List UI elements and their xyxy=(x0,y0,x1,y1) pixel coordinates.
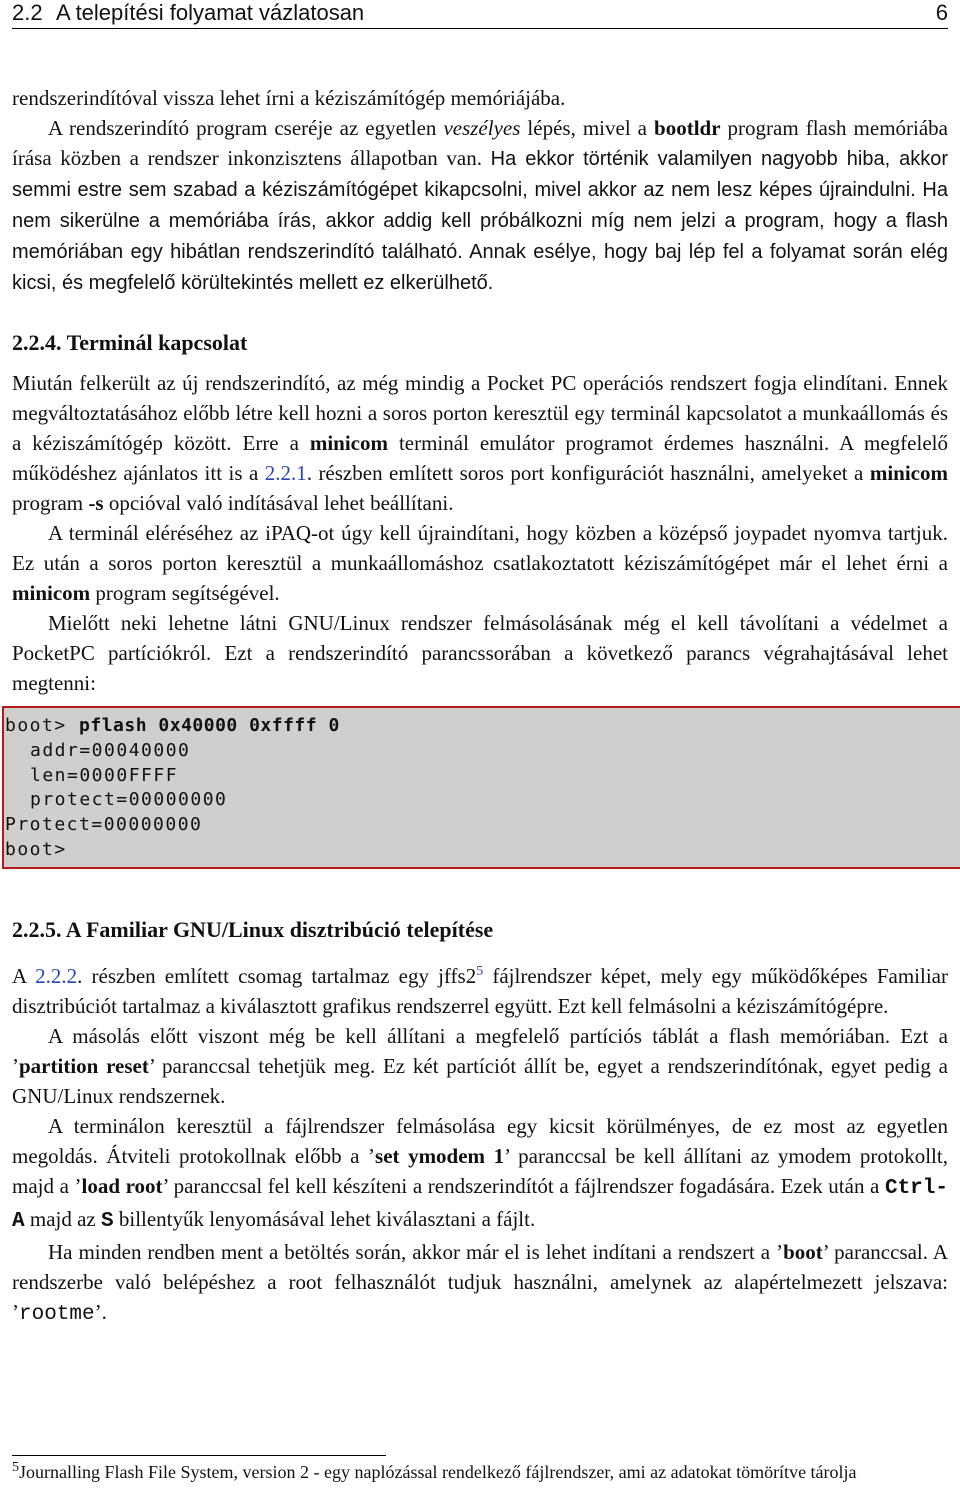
footnote-marker[interactable]: 5 xyxy=(476,963,484,979)
page-body xyxy=(5,83,948,1330)
code-line: boot> xyxy=(5,838,67,860)
password-literal: rootme xyxy=(19,1302,95,1326)
paragraph-boot: Ha minden rendben ment a betöltés során, akkor már el is lehet indítani a rendszert a ’boot’ paranccsal. A rendszerbe való belépéshez a root felhasználót tudjuk használni, amelynek az alapértelmezett jelszava: ’rootme’. xyxy=(12,1239,948,1326)
cross-reference-link[interactable]: 2.2.2 xyxy=(35,963,78,988)
header-rule xyxy=(12,28,948,29)
header-section-title: A telepítési folyamat vázlatosan xyxy=(56,0,365,25)
footnote-rule xyxy=(12,1455,386,1456)
cross-reference-link[interactable]: 2.2.1 xyxy=(264,461,307,485)
paragraph-terminal: Miután felkerült az új rendszerindító, az még mindig a Pocket PC operációs rendszert fogja elindítani. Ennek megváltoztatásához előbb létre kell hozni a soros porton keresztül egy terminál kapcsolatot a munkaállomás és a kéziszámítógép között. Erre a minicom terminál emulátor programot érdemes használni. A megfelelő működéshez ajánlatos itt is a 2.2.1. részben említett soros port konfigurációt használni, amelyeket a minicom program -s opcióval való indításával lehet beállítani. xyxy=(12,371,948,515)
paragraph-transfer: A terminálon keresztül a fájlrendszer felmásolása egy kicsit körülményes, de ez most az egyetlen megoldás. Átviteli protokollnak előbb a ’set ymodem 1’ paranccsal be kell állítani az ymodem protokollt, majd a ’load root’ paranccsal fel kell készíteni a rendszerindítót a fájlrendszer fogadására. Ezek után a Ctrl-A majd az S billentyűk lenyomásával lehet kiválasztani a fájlt. xyxy=(12,1113,948,1233)
paragraph-partition: A másolás előtt viszont még be kell állítani a megfelelő partíciós táblát a flash memóriában. Ezt a ’partition reset’ paranccsal tehetjük meg. Ez két partíciót állít be, egyet a rendszerindítónak, egyet pedig a GNU/Linux rendszernek. xyxy=(12,1023,948,1108)
paragraph-restart: A terminál eléréséhez az iPAQ-ot úgy kell újraindítani, hogy közben a középső joypadet nyomva tartjuk. Ez után a soros porton keresztül a munkaállomáshoz csatlakoztatott kéziszámítógépet már el lehet érni a minicom program segítségével. xyxy=(12,521,948,605)
code-line: Protect=00000000 xyxy=(5,814,203,836)
keyboard-key: S xyxy=(101,1209,114,1233)
header-section xyxy=(12,0,364,26)
footnote-text: Journalling Flash File System, version 2 - egy naplózással rendelkező fájlrendszer, ami az adatokat tömörítve tárolja xyxy=(19,1462,857,1482)
code-line: addr=00040000 xyxy=(30,739,191,761)
code-line: protect=00000000 xyxy=(30,789,228,811)
paragraph-familiar: A 2.2.2. részben említett csomag tartalmaz egy jffs2$^5$ fájlrendszer képet, mely egy működőképes Familiar disztribúciót tartalmaz a kiválasztott grafikus rendszerrel együtt. Ezt kell felmásolni a kéziszámítógépre. xyxy=(12,963,948,1018)
document-page xyxy=(5,0,948,1482)
paragraph-protection: Mielőtt neki lehetne látni GNU/Linux rendszer felmásolásának még el kell távolítani a védelmet a PocketPC partíciókról. Ezt a rendszerindító parancssorában a következő parancs végrahajtásával lehet megtenni: xyxy=(12,611,948,695)
header-section-number: 2.2 xyxy=(12,0,43,25)
page-number: 6 xyxy=(935,0,948,25)
paragraph-bootloader-risk: A rendszerindító program cseréje az egyetlen veszélyes lépés, mivel a bootldr program flash memóriába írása közben a rendszer inkonzisztens állapotban van. Ha ekkor történik valamilyen nagyobb hiba, akkor semmi estre sem szabad a kéziszámítógépet kikapcsolni, mivel akkor az nem lesz képes újraindulni. Ha nem sikerülne a memóriába írás, akkor addig kell próbálkozni míg nem jelzi a program, hogy a flash memóriában egy hibátlan rendszerindító található. Annak esélye, hogy baj lép fel a folyamat során elég kicsi, és megfelelő körültekintés mellett ez elkerülhető. xyxy=(12,116,948,294)
code-line: boot> pflash 0x40000 0xffff 0 xyxy=(5,715,340,736)
subsection-heading-2-2-4: 2.2.4. Terminál kapcsolat xyxy=(12,330,248,355)
running-header xyxy=(12,0,948,26)
subsection-heading-2-2-5: 2.2.5. A Familiar GNU/Linux disztribúció telepítése xyxy=(12,916,494,942)
paragraph-continuation: rendszerindítóval vissza lehet írni a kéziszámítógép memóriájába. xyxy=(12,86,566,110)
footnote-number: 5 xyxy=(12,1460,19,1475)
footnote xyxy=(12,1460,948,1485)
code-listing xyxy=(2,706,960,869)
code-line: len=0000FFFF xyxy=(30,764,179,786)
keyboard-shortcut: Ctrl-A xyxy=(12,1176,948,1233)
